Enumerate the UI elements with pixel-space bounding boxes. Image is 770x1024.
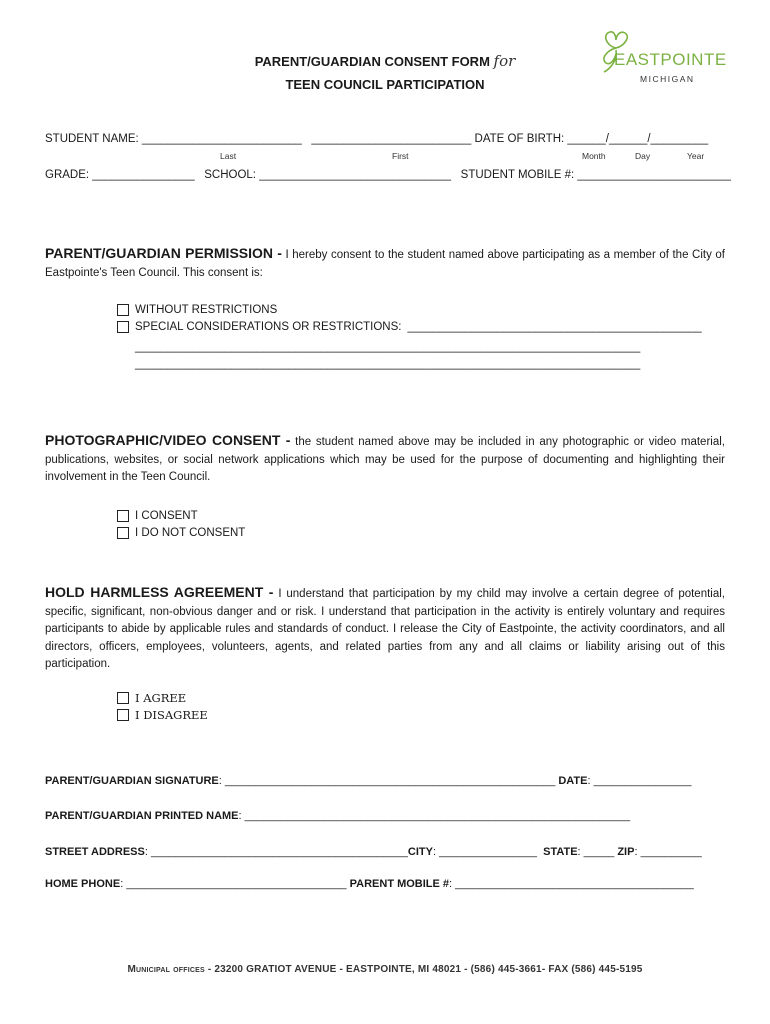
harmless-heading: HOLD HARMLESS AGREEMENT - [45, 584, 274, 600]
checkbox[interactable] [117, 527, 129, 539]
logo-sub: MICHIGAN [640, 74, 695, 84]
title-line-1: PARENT/GUARDIAN CONSENT FORM [254, 54, 490, 69]
signature-field[interactable]: ______________________________________________________ [224, 775, 556, 787]
signature-label: PARENT/GUARDIAN SIGNATURE [45, 775, 219, 787]
phone-row: HOME PHONE: ____________________________________ PARENT MOBILE #: _______________________________________ [45, 878, 694, 890]
option-label: I AGREE [135, 691, 187, 705]
home-phone-label: HOME PHONE [45, 878, 121, 890]
harmless-paragraph [45, 584, 725, 674]
parent-mobile-label: PARENT MOBILE # [349, 878, 450, 890]
date-field[interactable]: ________________ [593, 775, 692, 787]
permission-heading: PARENT/GUARDIAN PERMISSION - [45, 245, 282, 261]
student-mobile-label: STUDENT MOBILE #: [460, 169, 575, 181]
option-label: I CONSENT [135, 510, 198, 522]
option-i-do-not-consent[interactable] [117, 525, 245, 541]
form-subtitle: TEEN COUNCIL PARTICIPATION [285, 77, 485, 92]
option-special-considerations[interactable] [117, 319, 702, 335]
logo-name: EASTPOINTE [614, 50, 727, 69]
year-caption: Year [687, 151, 705, 161]
option-i-disagree[interactable] [117, 707, 208, 723]
student-last-name-field[interactable]: _________________________ [141, 133, 302, 145]
zip-field[interactable]: __________ [640, 846, 702, 858]
school-label: SCHOOL: [204, 169, 256, 181]
harmless-text: I understand that participation by my child may involve a certain degree of potential, specific, significant, non-obvious danger and or risk. I understand that participation in the activity is entirely voluntary and requires participants to abide by applicable rules and standards of conduct. I release the City of Eastpointe, the activity coordinators, and all directors, officers, employees, volunteers, agents, and related parties from any and all claims or liability arising out of this participation. [45, 588, 725, 670]
day-caption: Day [635, 151, 651, 161]
special-considerations-line-2[interactable]: _______________________________________________________________________________ [135, 341, 641, 353]
last-caption: Last [220, 151, 237, 161]
option-label: I DISAGREE [135, 708, 208, 722]
date-label: DATE [558, 775, 588, 787]
first-caption: First [392, 151, 409, 161]
student-name-row [45, 133, 708, 145]
photo-text: the student named above may be included in any photographic or video material, publications, websites, or social network applications which may be used for the purpose of documenting and highlighting their involvement in the Teen Council. [45, 436, 725, 483]
permission-paragraph [45, 245, 725, 282]
home-phone-field[interactable]: ____________________________________ [126, 878, 347, 890]
checkbox[interactable] [117, 692, 129, 704]
zip-label: ZIP [617, 846, 635, 858]
student-mobile-field[interactable]: ________________________ [577, 169, 731, 181]
month-caption: Month [582, 151, 606, 161]
option-i-agree[interactable] [117, 690, 186, 706]
dob-label: DATE OF BIRTH: [474, 133, 565, 145]
dob-field[interactable]: ______/______/_________ [567, 133, 709, 145]
parent-mobile-field[interactable]: _______________________________________ [455, 878, 694, 890]
student-first-name-field[interactable]: _________________________ [311, 133, 472, 145]
checkbox[interactable] [117, 304, 129, 316]
special-considerations-line-3[interactable]: _______________________________________________________________________________ [135, 358, 641, 370]
special-considerations-field[interactable]: ______________________________________________ [407, 321, 702, 333]
option-i-consent[interactable] [117, 508, 198, 524]
footer-prefix: Municipal offices [127, 964, 205, 975]
street-field[interactable]: __________________________________________ [150, 846, 408, 858]
state-field[interactable]: _____ [583, 846, 615, 858]
eastpointe-logo [592, 28, 732, 88]
permission-text: I hereby consent to the student named above participating as a member of the City of Eastpointe's Teen Council. This consent is: [45, 249, 725, 279]
photo-heading: PHOTOGRAPHIC/VIDEO CONSENT - [45, 432, 291, 448]
option-without-restrictions[interactable] [117, 302, 277, 318]
signature-row: PARENT/GUARDIAN SIGNATURE: ______________________________________________________ DATE: ________________ [45, 775, 692, 787]
photo-paragraph [45, 432, 725, 487]
option-label: SPECIAL CONSIDERATIONS OR RESTRICTIONS: [135, 321, 402, 333]
option-label: WITHOUT RESTRICTIONS [135, 304, 278, 316]
checkbox[interactable] [117, 321, 129, 333]
footer-text: - 23200 GRATIOT AVENUE - EASTPOINTE, MI 48021 - (586) 445-3661- FAX (586) 445-5195 [204, 964, 643, 975]
grade-school-row [45, 169, 731, 181]
printed-name-row: PARENT/GUARDIAN PRINTED NAME: _______________________________________________________________ [45, 810, 631, 822]
footer-address [0, 964, 770, 975]
checkbox[interactable] [117, 510, 129, 522]
printed-name-field[interactable]: _______________________________________________________________ [244, 810, 631, 822]
address-row: STREET ADDRESS: __________________________________________CITY: ________________ STATE: _____ ZIP: __________ [45, 846, 702, 858]
school-field[interactable]: ______________________________ [259, 169, 452, 181]
grade-label: GRADE: [45, 169, 90, 181]
state-label: STATE [543, 846, 578, 858]
title-for: for [493, 52, 516, 70]
printed-name-label: PARENT/GUARDIAN PRINTED NAME [45, 810, 239, 822]
city-label: CITY [407, 846, 433, 858]
checkbox[interactable] [117, 709, 129, 721]
grade-field[interactable]: ________________ [92, 169, 195, 181]
street-label: STREET ADDRESS [45, 846, 145, 858]
city-field[interactable]: ________________ [439, 846, 537, 858]
option-label: I DO NOT CONSENT [135, 527, 246, 539]
student-name-label: STUDENT NAME: [45, 133, 139, 145]
